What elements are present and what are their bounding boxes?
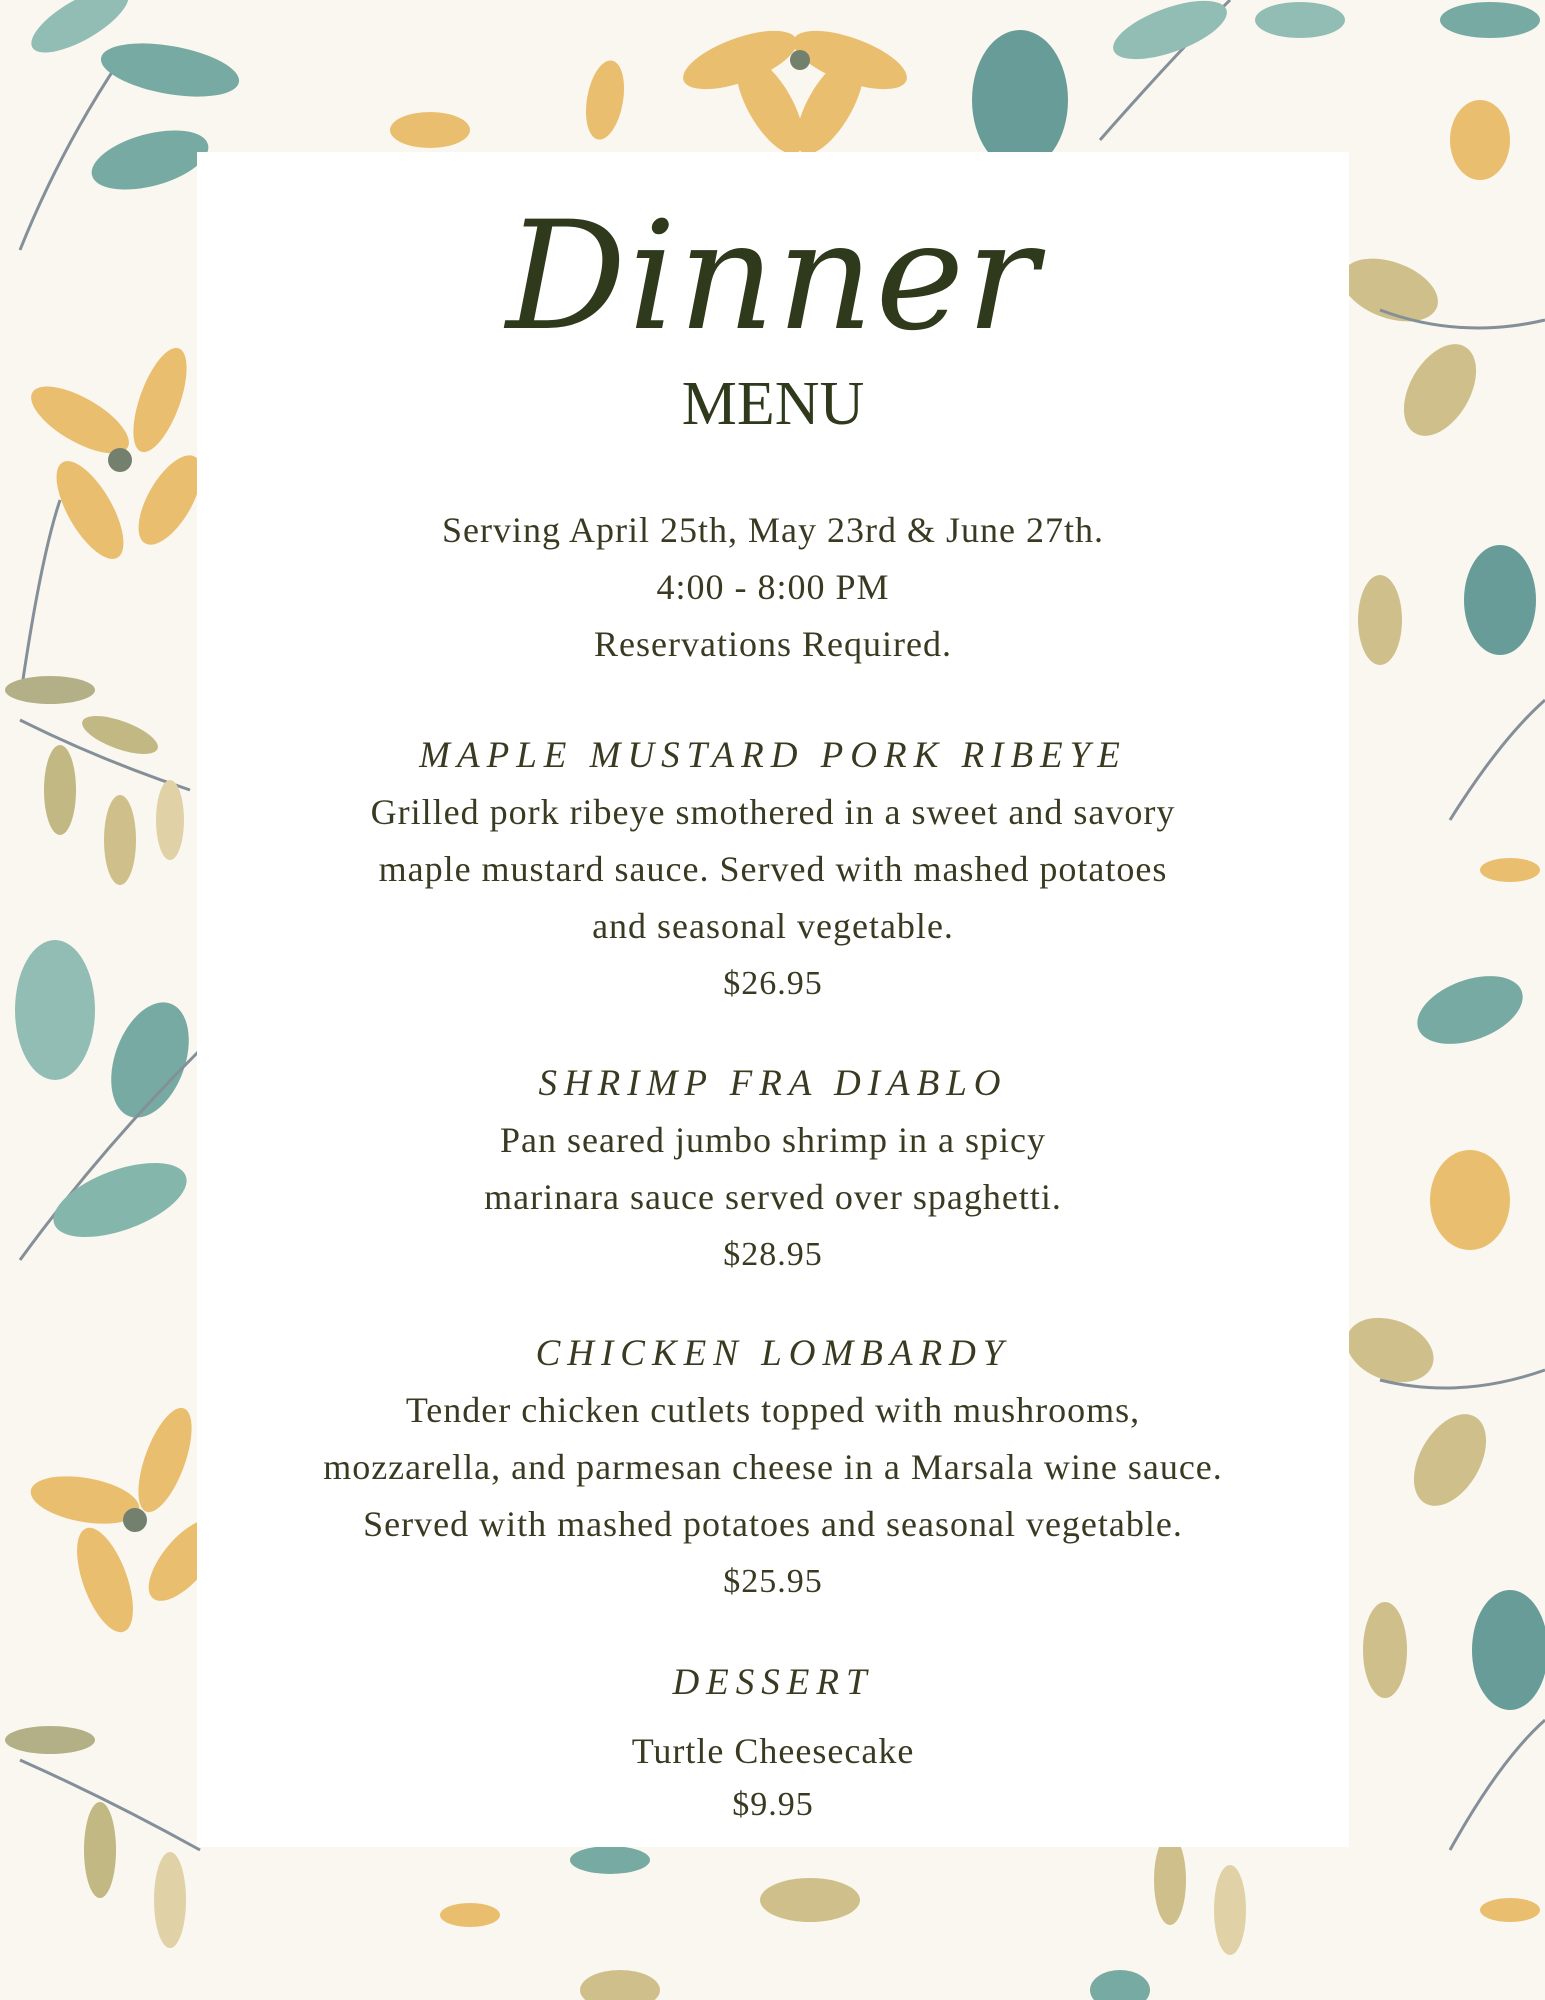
info-block [197, 502, 1349, 673]
item-name: MAPLE MUSTARD PORK RIBEYE [419, 735, 1127, 776]
dessert-heading: DESSERT [672, 1662, 874, 1703]
title-menu: MENU [681, 370, 865, 438]
item-price: $26.95 [723, 965, 823, 1002]
info-line: Reservations Required. [594, 624, 952, 664]
item-description: Pan seared jumbo shrimp in a spicy [500, 1120, 1046, 1160]
info-line: Serving April 25th, May 23rd & June 27th. [442, 510, 1104, 550]
item-description: and seasonal vegetable. [592, 906, 954, 946]
item-name: SHRIMP FRA DIABLO [538, 1063, 1008, 1104]
menu-item [197, 1325, 1349, 1610]
item-name: CHICKEN LOMBARDY [535, 1333, 1011, 1374]
item-description: marinara sauce served over spaghetti. [484, 1177, 1062, 1217]
menu-item [197, 1055, 1349, 1283]
info-line: 4:00 - 8:00 PM [656, 567, 890, 607]
item-description: mozzarella, and parmesan cheese in a Marsala wine sauce. [323, 1447, 1223, 1487]
item-description: Served with mashed potatoes and seasonal vegetable. [363, 1504, 1183, 1544]
item-price: $25.95 [723, 1563, 823, 1600]
dessert-price: $9.95 [732, 1786, 814, 1823]
item-price: $28.95 [723, 1236, 823, 1273]
item-description: Tender chicken cutlets topped with mushrooms, [405, 1390, 1141, 1430]
dessert-section [197, 1654, 1349, 1830]
item-description: maple mustard sauce. Served with mashed potatoes [378, 849, 1168, 889]
menu-item [197, 727, 1349, 1012]
dessert-item: Turtle Cheesecake [631, 1731, 915, 1771]
menu-card [197, 152, 1349, 1847]
item-description: Grilled pork ribeye smothered in a sweet and savory [370, 792, 1176, 832]
title-script: Dinner [506, 190, 1040, 364]
